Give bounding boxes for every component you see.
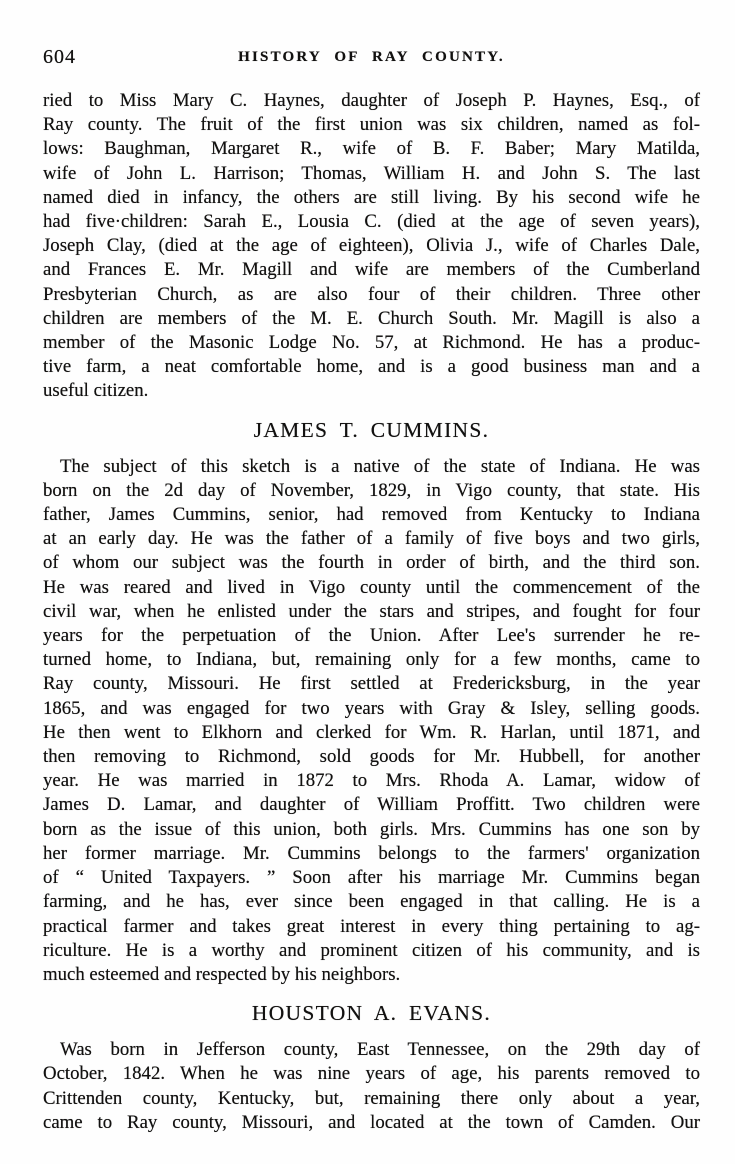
paragraph-magill-continuation bbox=[43, 89, 700, 404]
text-line: tive farm, a neat comfortable home, and is a good business man and a bbox=[43, 356, 700, 378]
text-line: came to Ray county, Missouri, and located at the town of Camden. Our bbox=[43, 1111, 700, 1133]
text-line: 1865, and was engaged for two years with Gray & Isley, selling goods. bbox=[43, 697, 700, 719]
text-line: father, James Cummins, senior, had removed from Kentucky to Indiana bbox=[43, 504, 700, 526]
text-line: The subject of this sketch is a native of the state of Indiana. He was bbox=[60, 455, 700, 477]
text-line: years for the perpetuation of the Union. After Lee's surrender he re- bbox=[43, 625, 700, 647]
section-heading-cummins: JAMES T. CUMMINS. bbox=[253, 417, 490, 442]
text-line: lows: Baughman, Margaret R., wife of B. F. Baber; Mary Matilda, bbox=[43, 138, 700, 160]
text-line: born as the issue of this union, both girls. Mrs. Cummins has one son by bbox=[43, 818, 700, 840]
text-line: at an early day. He was the father of a family of five boys and two girls, bbox=[43, 528, 700, 550]
text-line: and Frances E. Mr. Magill and wife are members of the Cumberland bbox=[43, 259, 700, 281]
text-line: Ray county. The fruit of the first union was six children, named as fol- bbox=[43, 114, 700, 136]
text-line: wife of John L. Harrison; Thomas, William H. and John S. The last bbox=[43, 162, 700, 184]
text-line: Joseph Clay, (died at the age of eighteen), Olivia J., wife of Charles Dale, bbox=[43, 235, 700, 257]
page-number: 604 bbox=[43, 46, 76, 68]
text-line: James D. Lamar, and daughter of William Proffitt. Two children were bbox=[43, 794, 700, 816]
text-line: children are members of the M. E. Church South. Mr. Magill is also a bbox=[43, 307, 700, 329]
text-line: of “ United Taxpayers. ” Soon after his marriage Mr. Cummins began bbox=[43, 867, 700, 889]
text-line: useful citizen. bbox=[43, 380, 149, 402]
page-body bbox=[43, 89, 700, 1135]
page-header bbox=[43, 46, 700, 68]
text-line: Crittenden county, Kentucky, but, remaining there only about a year, bbox=[43, 1087, 700, 1109]
text-line: civil war, when he enlisted under the stars and stripes, and fought for four bbox=[43, 600, 700, 622]
text-line: much esteemed and respected by his neighbors. bbox=[43, 963, 401, 985]
text-line: had five·children: Sarah E., Lousia C. (died at the age of seven years), bbox=[43, 211, 700, 233]
paragraph-evans bbox=[43, 1038, 700, 1135]
text-line: born on the 2d day of November, 1829, in Vigo county, that state. His bbox=[43, 479, 700, 501]
text-line: ried to Miss Mary C. Haynes, daughter of Joseph P. Haynes, Esq., of bbox=[43, 90, 700, 111]
section-heading-evans: HOUSTON A. EVANS. bbox=[251, 1001, 492, 1026]
text-line: Was born in Jefferson county, East Tennessee, on the 29th day of bbox=[60, 1039, 700, 1061]
running-header: HISTORY OF RAY COUNTY. bbox=[238, 49, 505, 65]
text-line: turned home, to Indiana, but, remaining only for a few months, came to bbox=[43, 649, 700, 671]
text-line: riculture. He is a worthy and prominent citizen of his community, and is bbox=[43, 939, 700, 961]
text-line: named died in infancy, the others are still living. By his second wife he bbox=[43, 186, 700, 208]
text-line: member of the Masonic Lodge No. 57, at Richmond. He has a produc- bbox=[43, 332, 700, 354]
paragraph-cummins bbox=[43, 455, 700, 987]
text-line: her former marriage. Mr. Cummins belongs to the farmers' organization bbox=[43, 842, 700, 864]
text-line: He then went to Elkhorn and clerked for Wm. R. Harlan, until 1871, and bbox=[43, 721, 700, 743]
text-line: Ray county, Missouri. He first settled at Fredericksburg, in the year bbox=[43, 673, 700, 695]
text-line: of whom our subject was the fourth in order of birth, and the third son. bbox=[43, 552, 700, 574]
text-line: then removing to Richmond, sold goods for Mr. Hubbell, for another bbox=[43, 746, 700, 768]
text-line: He was reared and lived in Vigo county until the commencement of the bbox=[43, 576, 700, 598]
text-line: farming, and he has, ever since been engaged in that calling. He is a bbox=[43, 891, 700, 913]
text-line: October, 1842. When he was nine years of age, his parents removed to bbox=[43, 1063, 700, 1085]
text-line: practical farmer and takes great interest in every thing pertaining to ag- bbox=[43, 915, 700, 937]
text-line: Presbyterian Church, as are also four of their children. Three other bbox=[43, 283, 700, 305]
text-line: year. He was married in 1872 to Mrs. Rhoda A. Lamar, widow of bbox=[43, 770, 700, 792]
